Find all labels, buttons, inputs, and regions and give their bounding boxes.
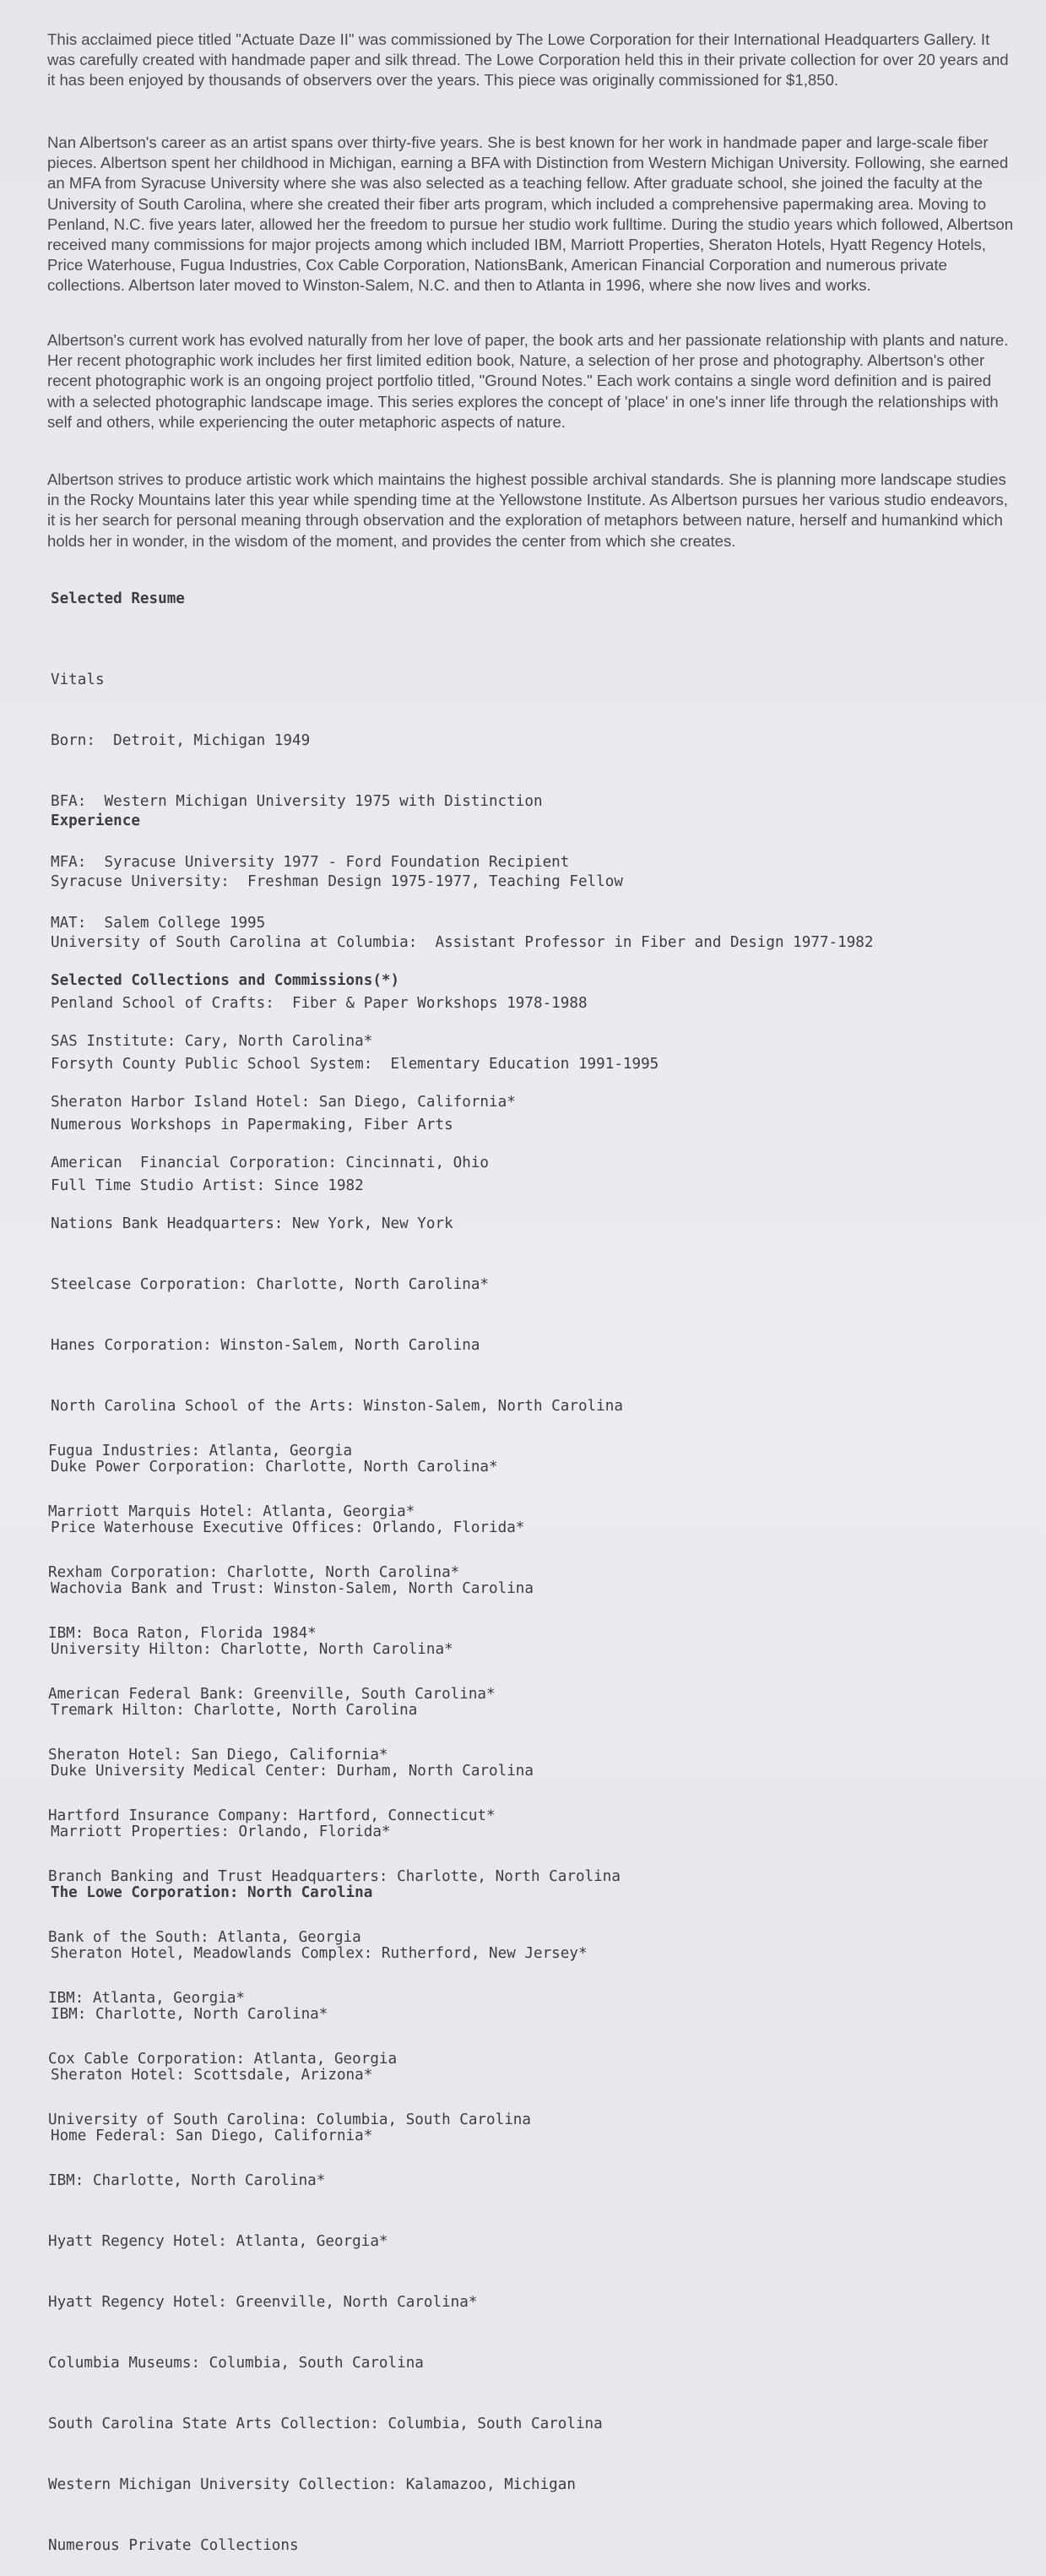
collection-item: Duke University Medical Center: Durham, North Carolina bbox=[51, 1763, 534, 1780]
collection-item: Price Waterhouse Executive Offices: Orlando, Florida* bbox=[51, 1519, 525, 1536]
experience-item: Forsyth County Public School System: Elementary Education 1991-1995 bbox=[51, 1056, 659, 1073]
collection-item: Cox Cable Corporation: Atlanta, Georgia bbox=[48, 2051, 398, 2068]
collection-item: North Carolina School of the Arts: Winston-Salem, North Carolina bbox=[51, 1398, 623, 1415]
collection-item: Western Michigan University Collection: Kalamazoo, Michigan bbox=[48, 2476, 576, 2493]
vitals-heading: Vitals bbox=[51, 671, 105, 688]
collection-item: Branch Banking and Trust Headquarters: Charlotte, North Carolina bbox=[48, 1868, 621, 1885]
collection-item: Numerous Private Collections bbox=[48, 2537, 299, 2554]
vitals-item: MAT: Salem College 1995 bbox=[51, 915, 266, 932]
collection-item: Hartford Insurance Company: Hartford, Connecticut* bbox=[48, 1807, 496, 1824]
experience-item: Penland School of Crafts: Fiber & Paper Workshops 1978-1988 bbox=[51, 995, 588, 1012]
collection-item: Hanes Corporation: Winston-Salem, North Carolina bbox=[51, 1337, 480, 1354]
experience-item: Syracuse University: Freshman Design 1975-1977, Teaching Fellow bbox=[51, 873, 623, 890]
collection-item: University of South Carolina: Columbia, South Carolina bbox=[48, 2111, 531, 2128]
collection-item: IBM: Boca Raton, Florida 1984* bbox=[48, 1625, 317, 1642]
collection-item: IBM: Charlotte, North Carolina* bbox=[48, 2172, 326, 2189]
collection-item: IBM: Atlanta, Georgia* bbox=[48, 1990, 246, 2007]
collection-item: Sheraton Harbor Island Hotel: San Diego, California* bbox=[51, 1094, 516, 1111]
vitals-item: MFA: Syracuse University 1977 - Ford Foundation Recipient bbox=[51, 854, 570, 871]
collection-item: Wachovia Bank and Trust: Winston-Salem, North Carolina bbox=[51, 1580, 534, 1597]
collection-item: University Hilton: Charlotte, North Carolina* bbox=[51, 1641, 453, 1658]
collection-item: Fugua Industries: Atlanta, Georgia bbox=[48, 1443, 353, 1459]
collection-item: Home Federal: San Diego, California* bbox=[51, 2128, 373, 2144]
collection-item: Marriott Marquis Hotel: Atlanta, Georgia* bbox=[48, 1503, 415, 1520]
collection-item: American Federal Bank: Greenville, South Carolina* bbox=[48, 1686, 496, 1703]
collection-item: American Financial Corporation: Cincinnati, Ohio bbox=[51, 1155, 490, 1171]
collection-item: South Carolina State Arts Collection: Columbia, South Carolina bbox=[48, 2416, 603, 2432]
collections-heading: Selected Collections and Commissions(*) bbox=[51, 972, 400, 989]
collection-item: Rexham Corporation: Charlotte, North Carolina* bbox=[48, 1564, 460, 1581]
collection-item: Bank of the South: Atlanta, Georgia bbox=[48, 1929, 361, 1946]
experience-item: Full Time Studio Artist: Since 1982 bbox=[51, 1177, 364, 1194]
intro-paragraph-3: Albertson's current work has evolved naturally from her love of paper, the book arts and her passionate relationship with plants and nature. Her recent photographic work includes her first limited edition book, Nature, a selection of her prose and photography. Albertson's other recent photographic work is an ongoing project portfolio titled, "Ground Notes." Each work contains a single word definition and is paired with a selected photographic landscape image. This series explores the concept of 'place' in one's inner life through the relationships with self and others, while experiencing the outer metaphoric aspects of nature. bbox=[47, 331, 1009, 431]
collection-item: Sheraton Hotel: San Diego, California* bbox=[48, 1747, 388, 1764]
collection-item: Marriott Properties: Orlando, Florida* bbox=[51, 1823, 391, 1840]
collection-item: Hyatt Regency Hotel: Atlanta, Georgia* bbox=[48, 2233, 388, 2250]
collection-item-highlight: The Lowe Corporation: North Carolina bbox=[51, 1884, 373, 1901]
experience-item: University of South Carolina at Columbia: Assistant Professor in Fiber and Design 1977-1982 bbox=[51, 934, 874, 951]
resume-heading: Selected Resume bbox=[51, 590, 185, 607]
intro-paragraph-2: Nan Albertson's career as an artist spans over thirty-five years. She is best known for her work in handmade paper and large-scale fiber pieces. Albertson spent her childhood in Michigan, earning a BFA with Distinction from Western Michigan University. Following, she earned an MFA from Syracuse University where she was also selected as a teaching fellow. After graduate school, she joined the faculty at the University of South Carolina, where she created their fiber arts program, which included a comprehensive papermaking area. Moving to Penland, N.C. five years later, allowed her the freedom to pursue her studio work fulltime. During the studio years which followed, Albertson received many commissions for major projects among which included IBM, Marriott Properties, Sheraton Hotels, Hyatt Regency Hotels, Price Waterhouse, Fugua Industries, Cox Cable Corporation, NationsBank, American Financial Corporation and numerous private collections. Albertson later moved to Winston-Salem, N.C. and then to Atlanta in 1996, where she now lives and works. bbox=[47, 133, 1014, 295]
collection-item: Sheraton Hotel: Scottsdale, Arizona* bbox=[51, 2067, 373, 2084]
collection-item: Columbia Museums: Columbia, South Carolina bbox=[48, 2355, 424, 2372]
collection-item: Hyatt Regency Hotel: Greenville, North Carolina* bbox=[48, 2294, 478, 2311]
vitals-item: BFA: Western Michigan University 1975 with Distinction bbox=[51, 793, 543, 810]
collection-item: Steelcase Corporation: Charlotte, North Carolina* bbox=[51, 1276, 490, 1293]
vitals-item: Born: Detroit, Michigan 1949 bbox=[51, 732, 311, 749]
collection-item: Duke Power Corporation: Charlotte, North Carolina* bbox=[51, 1459, 498, 1475]
intro-paragraph-1: This acclaimed piece titled "Actuate Daze II" was commissioned by The Lowe Corporation for their International Headquarters Gallery. It was carefully created with handmade paper and silk thread. The Lowe Corporation held this in their private collection for over 20 years and it has been enjoyed by thousands of observers over the years. This piece was originally commissioned for $1,850. bbox=[47, 30, 1009, 90]
collection-item: Sheraton Hotel, Meadowlands Complex: Rutherford, New Jersey* bbox=[51, 1945, 588, 1962]
intro-paragraph-4: Albertson strives to produce artistic work which maintains the highest possible archival standards. She is planning more landscape studies in the Rocky Mountains later this year while spending time at the Yellowstone Institute. As Albertson pursues her various studio endeavors, it is her search for personal meaning through observation and the exploration of metaphors between nature, herself and humankind which holds her in wonder, in the wisdom of the moment, and provides the center from which she creates. bbox=[47, 470, 1008, 550]
experience-item: Numerous Workshops in Papermaking, Fiber Arts bbox=[51, 1117, 453, 1133]
collections-continued bbox=[48, 1400, 621, 2576]
collection-item: Nations Bank Headquarters: New York, New York bbox=[51, 1215, 453, 1232]
collection-item: Tremark Hilton: Charlotte, North Carolina bbox=[51, 1702, 418, 1719]
collection-item: IBM: Charlotte, North Carolina* bbox=[51, 2006, 328, 2023]
experience-heading: Experience bbox=[51, 812, 140, 829]
collection-item: SAS Institute: Cary, North Carolina* bbox=[51, 1033, 373, 1050]
